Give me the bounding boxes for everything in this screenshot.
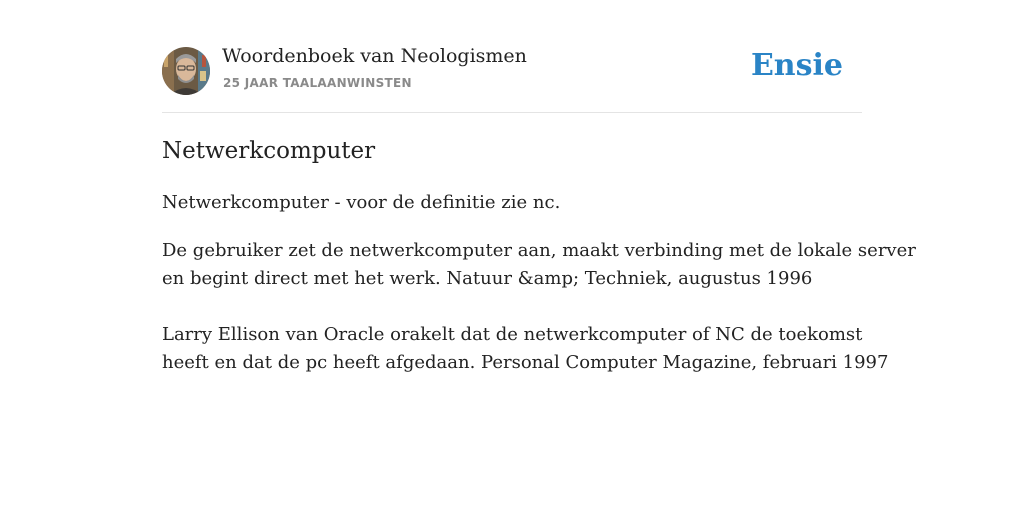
example-line: heeft en dat de pc heeft afgedaan. Personal Computer Magazine, februari 1997 <box>162 352 889 373</box>
author-name[interactable]: Woordenboek van Neologismen <box>222 45 527 67</box>
entry-card <box>162 0 916 373</box>
entry-examples <box>162 237 916 405</box>
example-quote <box>162 237 916 293</box>
header <box>162 0 862 113</box>
example-line: Larry Ellison van Oracle orakelt dat de netwerkcomputer of NC de toekomst <box>162 324 863 345</box>
avatar-image <box>162 47 210 95</box>
ensie-logo-link[interactable]: Ensie <box>750 48 843 83</box>
example-quote <box>162 321 889 377</box>
example-line: De gebruiker zet de netwerkcomputer aan, maakt verbinding met de lokale server <box>162 240 916 261</box>
author-subtitle: 25 JAAR TAALAANWINSTEN <box>223 76 412 90</box>
example-line: en begint direct met het werk. Natuur &amp; Techniek, augustus 1996 <box>162 268 813 289</box>
entry-title: Netwerkcomputer <box>162 138 376 164</box>
entry-definition: Netwerkcomputer - voor de definitie zie nc. <box>162 192 561 213</box>
avatar[interactable] <box>162 47 210 95</box>
